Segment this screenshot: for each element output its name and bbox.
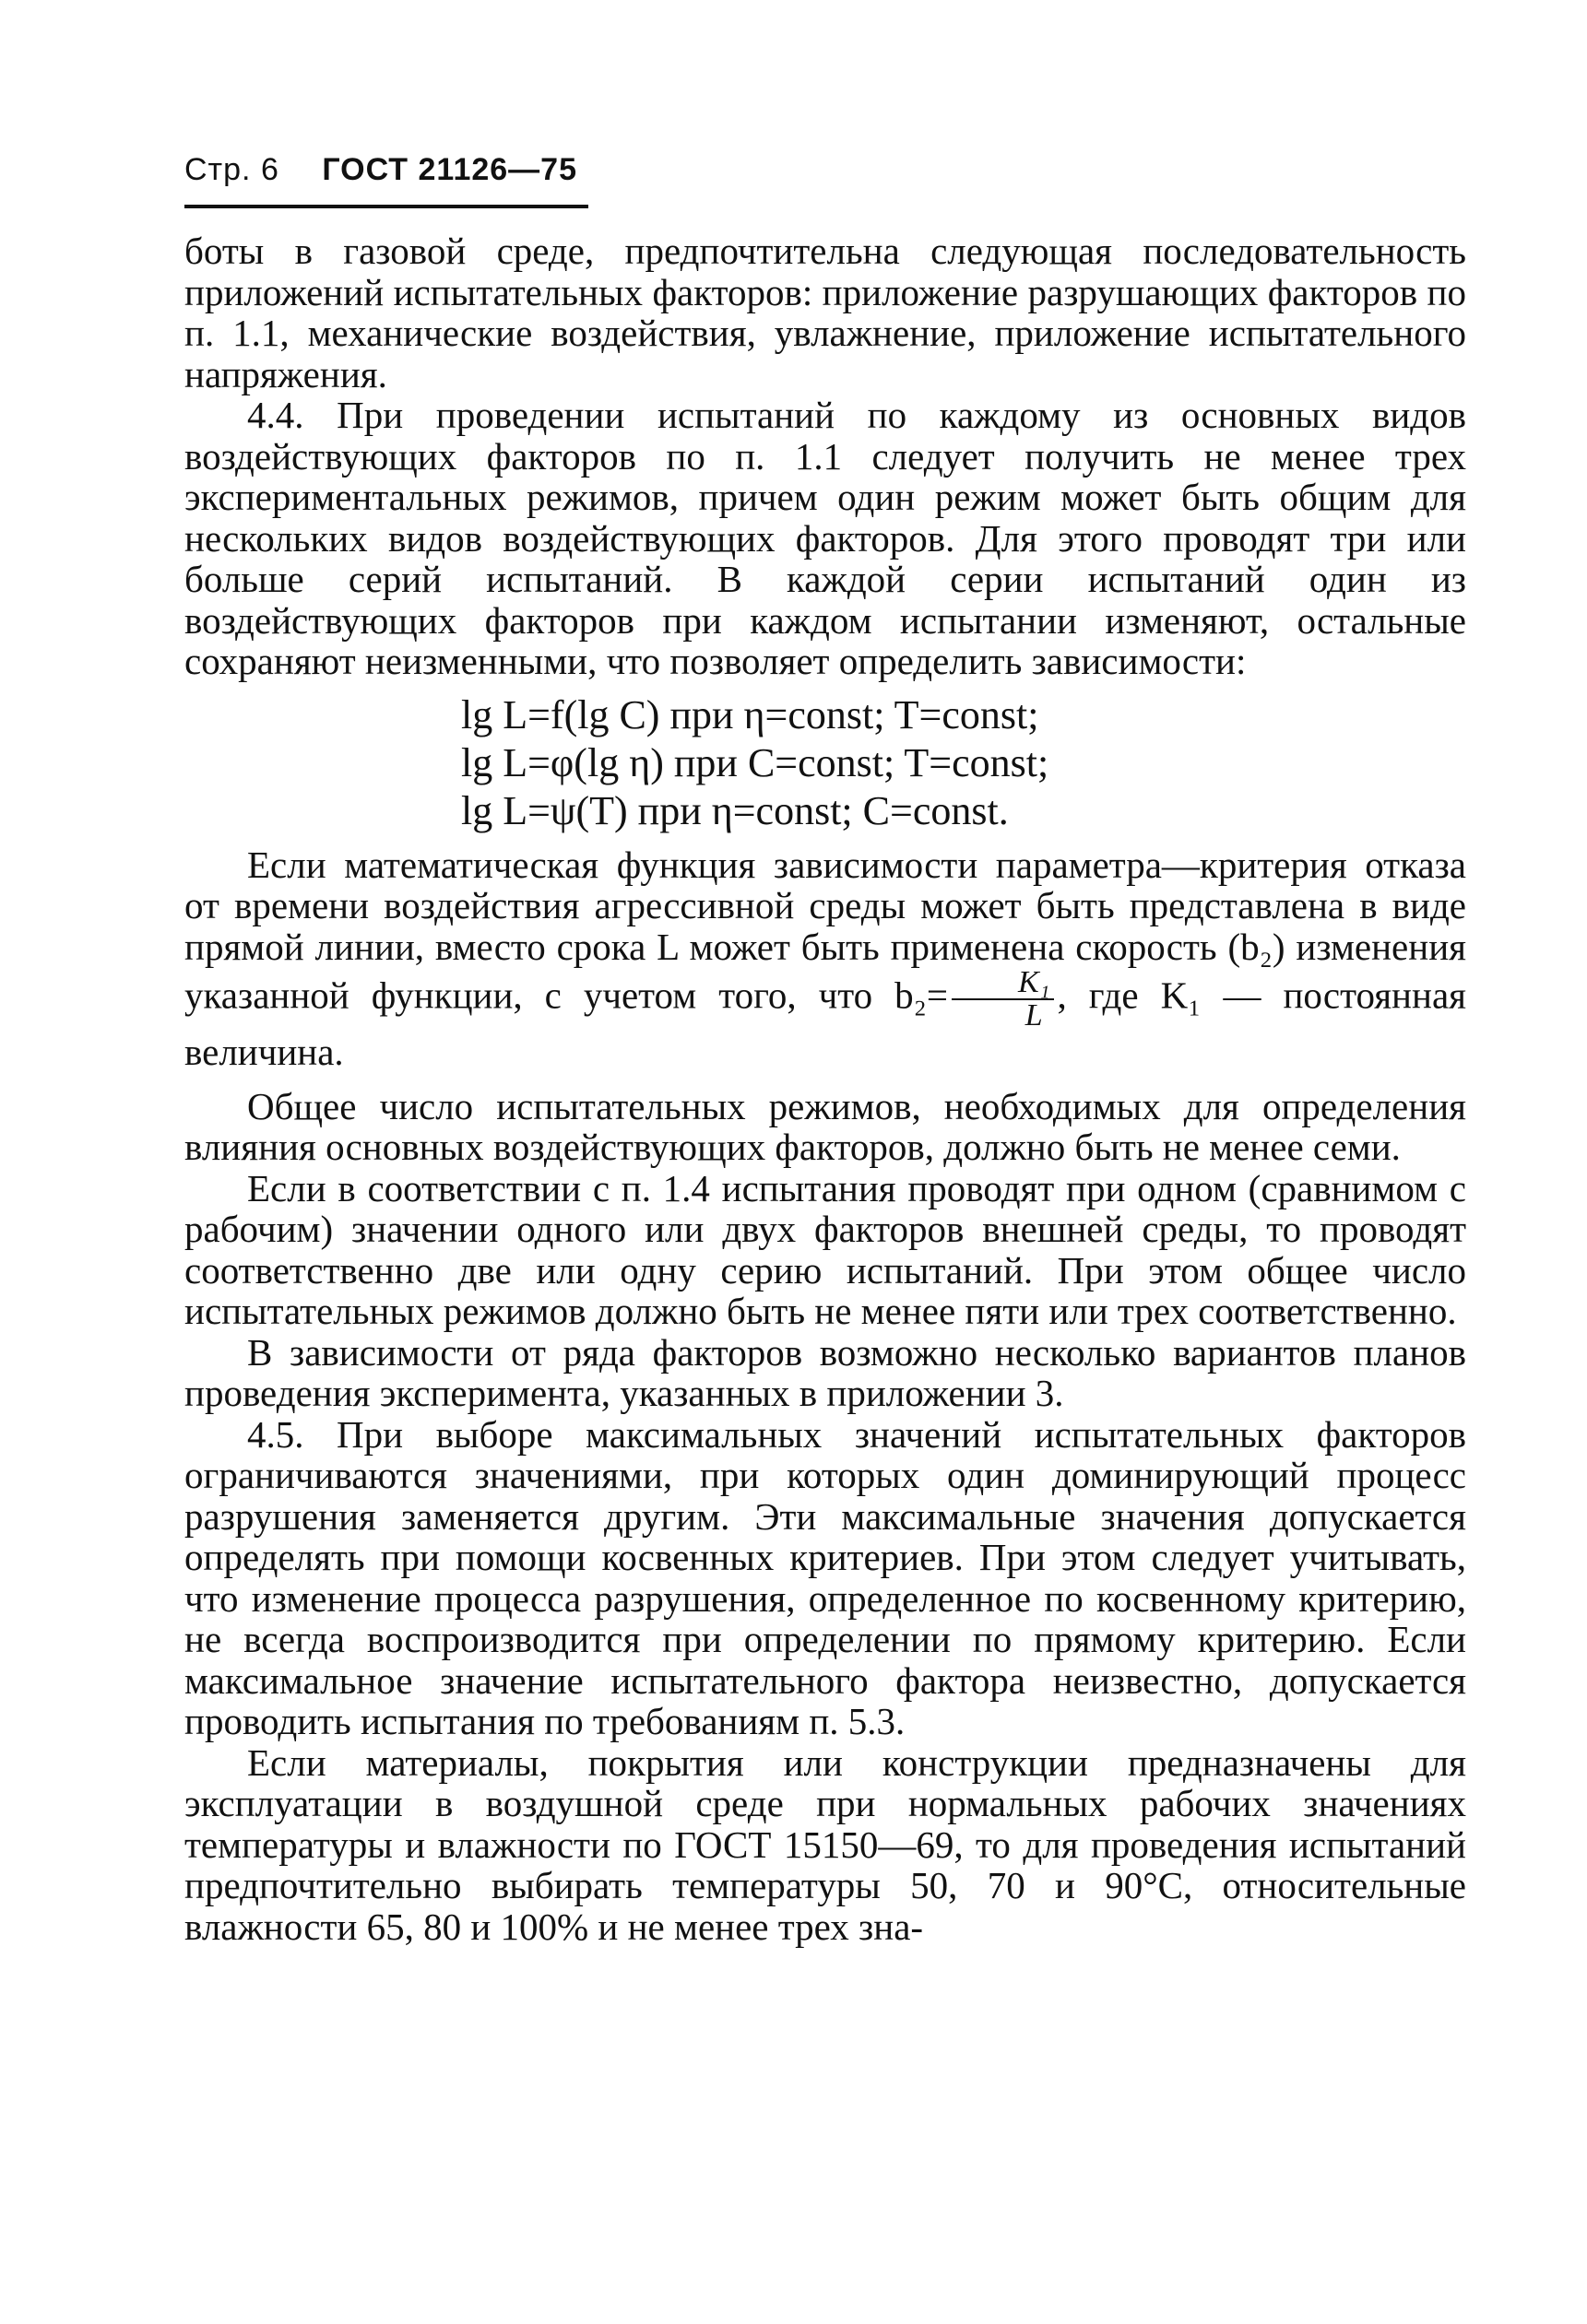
paragraph-single-value: Если в соответствии с п. 1.4 испытания проводят при одном (сравнимом с рабочим) значении одного или двух факторов внешней среды, то проводят соответственно две или одну серию испытаний. При этом общее число испытательных режимов должно быть не менее пяти или трех соответственно. <box>184 1166 1466 1332</box>
paragraph-materials: Если материалы, покрытия или конструкции предназначены для эксплуатации в воздушной среде при нормальных рабочих значениях температуры и влажности по ГОСТ 15150—69, то для проведения испытаний предпочтительно выбирать температуры 50, 70 и 90°C, относительные влажности 65, 80 и 100% и не менее трех зна- <box>184 1740 1466 1948</box>
fraction-denominator: L <box>1024 998 1043 1032</box>
paragraph-linear-function <box>184 844 1466 1073</box>
standard-code: ГОСТ 21126—75 <box>322 152 577 187</box>
formula-line-2: lg L=φ(lg η) при C=const; T=const; <box>461 739 1049 785</box>
body-text <box>184 230 1466 1947</box>
paragraph-linear-text: Если математическая функция зависимости параметра—критерия отказа от времени воздействия агрессивной среды может быть представлена в виде прямой линии, вместо срока L может быть применена скорость (b₂) изменения указанной функции, с учетом того, что b₂= <box>184 843 1466 1017</box>
page-header <box>184 152 577 188</box>
paragraph-continuation: боты в газовой среде, предпочтительна следующая последовательность приложений испытательных факторов: приложение разрушающих факторов по п. 1.1, механические воздействия, увлажнение, приложение испытательного напряжения. <box>184 230 1466 395</box>
paragraph-4-4: 4.4. При проведении испытаний по каждому из основных видов воздействующих факторов по п. 1.1 следует получить не менее трех экспериментальных режимов, причем один режим может быть общим для нескольких видов воздействующих факторов. Для этого проводят три или больше серий испытаний. В каждой серии испытаний один из воздействующих факторов при каждом испытании изменяют, остальные сохраняют неизменными, что позволяет определить зависимости: <box>184 394 1466 682</box>
formula-block <box>461 691 1466 835</box>
fraction-k1-over-l <box>952 967 1054 1032</box>
paragraph-linear-tail: , где K₁ — постоянная величина. <box>184 973 1466 1073</box>
page-label: Стр. <box>184 152 252 187</box>
page-number: 6 <box>260 152 279 187</box>
fraction-numerator: K₁ <box>952 967 1054 1000</box>
paragraph-total-modes: Общее число испытательных режимов, необходимых для определения влияния основных воздействующих факторов, должно быть не менее семи. <box>184 1084 1466 1168</box>
formula-line-3: lg L=ψ(T) при η=const; C=const. <box>461 787 1009 833</box>
paragraph-plan-variants: В зависимости от ряда факторов возможно несколько вариантов планов проведения эксперимента, указанных в приложении 3. <box>184 1330 1466 1414</box>
formula-line-1: lg L=f(lg C) при η=const; T=const; <box>461 691 1039 737</box>
paragraph-4-5: 4.5. При выборе максимальных значений испытательных факторов ограничиваются значениями, при которых один доминирующий процесс разрушения заменяется другим. Эти максимальные значения допускается определять при помощи косвенных критериев. При этом следует учитывать, что изменение процесса разрушения, определенное по косвенному критерию, не всегда воспроизводится при определении по прямому критерию. Если максимальное значение испытательного фактора неизвестно, допускается проводить испытания по требованиям п. 5.3. <box>184 1412 1466 1742</box>
header-rule <box>184 205 588 208</box>
